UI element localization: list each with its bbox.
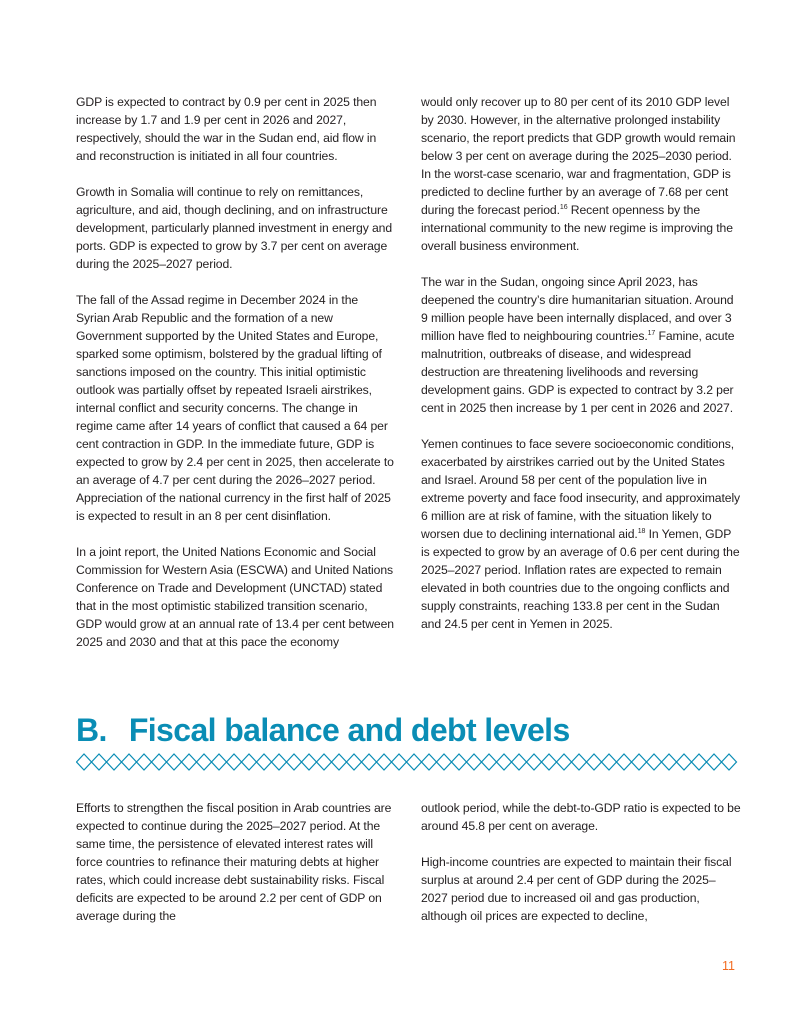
diamond-ornament	[347, 754, 362, 770]
diamond-ornament	[167, 754, 182, 770]
paragraph-sudan	[421, 273, 741, 417]
section-letter: B.	[76, 712, 107, 748]
diamond-ornament	[587, 754, 602, 770]
diamond-ornament	[137, 754, 152, 770]
diamond-ornament	[257, 754, 272, 770]
paragraph-yemen	[421, 435, 741, 633]
section-heading	[76, 708, 570, 752]
footnote-ref[interactable]: 18	[637, 527, 646, 535]
paragraph-text: Yemen continues to face severe socioeconomic conditions, exacerbated by airstrikes carried out by the United States and Israel. Around 58 per cent of the population live in extreme poverty and face food insecurity, and approximately 6 million are at risk of famine, with the situation likely to worsen due to declining international aid.	[421, 437, 741, 541]
diamond-ornament	[482, 754, 497, 770]
diamond-ornament	[572, 754, 587, 770]
diamond-ornament	[287, 754, 302, 770]
paragraph-syria-scenarios	[421, 93, 741, 255]
diamond-ornament	[467, 754, 482, 770]
bottom-right-column	[421, 799, 741, 925]
diamond-ornament	[722, 754, 737, 770]
bottom-left-column	[76, 799, 394, 925]
diamond-divider	[76, 753, 738, 771]
paragraph-escwa-report: In a joint report, the United Nations Economic and Social Commission for Western Asia (ESCWA) and United Nations Conference on Trade and Development (UNCTAD) stated that in the most optimistic stabilized transition scenario, GDP would grow at an annual rate of 13.4 per cent between 2025 and 2030 and that at this pace the economy	[76, 545, 394, 649]
paragraph-text: would only recover up to 80 per cent of its 2010 GDP level by 2030. However, in the alternative prolonged instability scenario, the report predicts that GDP growth would remain below 3 per cent on average during the 2025–2030 period. In the worst-case scenario, war and fragmentation, GDP is predicted to decline further by an average of 7.68 per cent during the forecast period.	[421, 95, 736, 217]
diamond-ornament	[317, 754, 332, 770]
diamond-ornament	[497, 754, 512, 770]
diamond-ornament	[707, 754, 722, 770]
diamond-ornament	[107, 754, 122, 770]
page-number: 11	[722, 959, 735, 973]
diamond-ornament	[647, 754, 662, 770]
diamond-ornament	[542, 754, 557, 770]
diamond-ornament	[212, 754, 227, 770]
diamond-ornament	[602, 754, 617, 770]
paragraph-debt-ratio: outlook period, while the debt-to-GDP ratio is expected to be around 45.8 per cent on average.	[421, 801, 741, 833]
diamond-ornament	[617, 754, 632, 770]
diamond-ornament	[437, 754, 452, 770]
diamond-ornament	[182, 754, 197, 770]
paragraph-text: In Yemen, GDP is expected to grow by an average of 0.6 per cent during the 2025–2027 period. Inflation rates are expected to remain elevated in both countries due to the ongoing conflicts and supply constraints, reaching 133.8 per cent in the Sudan and 24.5 per cent in Yemen in 2025.	[421, 527, 740, 631]
diamond-ornament	[632, 754, 647, 770]
top-left-column	[76, 93, 394, 651]
diamond-ornament	[122, 754, 137, 770]
diamond-ornament	[302, 754, 317, 770]
diamond-ornament	[407, 754, 422, 770]
diamond-ornament	[392, 754, 407, 770]
diamond-ornament	[152, 754, 167, 770]
paragraph-iraq-outlook: GDP is expected to contract by 0.9 per cent in 2025 then increase by 1.7 and 1.9 per cent in 2026 and 2027, respectively, should the war in the Sudan end, aid flow in and reconstruction is initiated in all four countries.	[76, 95, 377, 163]
diamond-ornament	[227, 754, 242, 770]
diamond-ornament	[422, 754, 437, 770]
paragraph-syria: The fall of the Assad regime in December 2024 in the Syrian Arab Republic and the formation of a new Government supported by the United States and Europe, sparked some optimism, bolstered by the gradual lifting of sanctions imposed on the country. This initial optimistic outlook was partially offset by repeated Israeli airstrikes, internal conflict and security concerns. The change in regime came after 14 years of conflict that caused a 64 per cent contraction in GDP. In the immediate future, GDP is expected to grow by 2.4 per cent in 2025, then accelerate to an average of 4.7 per cent during the 2026–2027 period. Appreciation of the national currency in the first half of 2025 is expected to result in an 8 per cent disinflation.	[76, 293, 394, 523]
diamond-ornament	[242, 754, 257, 770]
paragraph-text: Famine, acute malnutrition, outbreaks of disease, and widespread destruction are threatening livelihoods and reversing development gains. GDP is expected to contract by 3.2 per cent in 2025 then increase by 1 per cent in 2026 and 2027.	[421, 329, 735, 415]
diamond-ornament	[677, 754, 692, 770]
diamond-ornament	[692, 754, 707, 770]
paragraph-text: The war in the Sudan, ongoing since April 2023, has deepened the country’s dire humanitarian situation. Around 9 million people have been internally displaced, and over 3 million have fled to neighbouring countries.	[421, 275, 734, 343]
diamond-ornament	[557, 754, 572, 770]
diamond-ornament	[527, 754, 542, 770]
section-title: Fiscal balance and debt levels	[128, 712, 570, 748]
footnote-ref[interactable]: 16	[559, 203, 568, 211]
diamond-ornament	[662, 754, 677, 770]
paragraph-high-income: High-income countries are expected to maintain their fiscal surplus at around 2.4 per cent of GDP during the 2025–2027 period due to increased oil and gas production, although oil prices are expected to decline,	[421, 855, 732, 923]
diamond-ornament	[362, 754, 377, 770]
paragraph-text: Recent openness by the international community to the new regime is improving the overall business environment.	[421, 203, 733, 253]
diamond-ornament	[77, 754, 92, 770]
footnote-ref[interactable]: 17	[647, 329, 656, 337]
diamond-ornament	[272, 754, 287, 770]
diamond-ornament	[332, 754, 347, 770]
paragraph-somalia: Growth in Somalia will continue to rely on remittances, agriculture, and aid, though declining, and on infrastructure development, particularly planned investment in energy and ports. GDP is expected to grow by 3.7 per cent on average during the 2025–2027 period.	[76, 185, 393, 271]
paragraph-fiscal-position: Efforts to strengthen the fiscal position in Arab countries are expected to continue during the 2025–2027 period. At the same time, the persistence of elevated interest rates will force countries to refinance their maturing debts at higher rates, which could increase debt sustainability risks. Fiscal deficits are expected to be around 2.2 per cent of GDP on average during the	[76, 801, 392, 923]
diamond-ornament	[197, 754, 212, 770]
diamond-ornament	[92, 754, 107, 770]
diamond-ornament	[512, 754, 527, 770]
top-right-column	[421, 93, 741, 633]
diamond-ornament	[377, 754, 392, 770]
diamond-ornament	[452, 754, 467, 770]
